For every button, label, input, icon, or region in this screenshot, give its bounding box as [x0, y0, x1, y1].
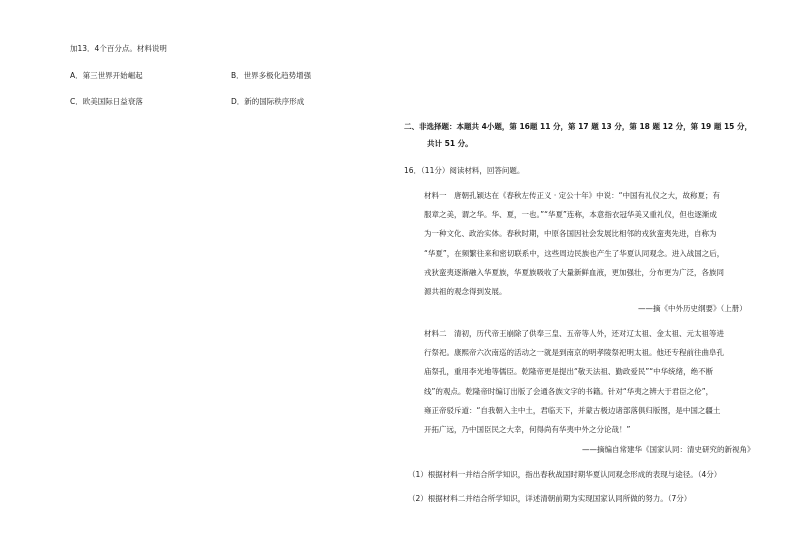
option-c: C．欧美国际日益衰落 [70, 97, 143, 106]
material-one-line: “华夏”，在频繁往来和密切联系中，这些周边民族也产生了华夏认同观念。进入战国之后， [424, 248, 725, 258]
material-two-line: 材料二 清初，历代帝王崩除了供奉三皇、五帝等人外，还对辽太祖、金太祖、元太祖等进 [424, 329, 724, 338]
material-one-line: 材料一 唐朝孔颖达在《春秋左传正义 · 定公十年》中说：“中国有礼仪之大，故称夏；有 [424, 191, 721, 200]
sub-question-1: （1）根据材料一并结合所学知识，指出春秋战国时期华夏认同观念形成的表现与途径。（4分） [408, 470, 722, 479]
material-two-line: 行祭祀。康熙帝六次南巡的活动之一就是到南京的明孝陵祭祀明太祖。他还专程前往曲阜孔 [424, 348, 724, 358]
material-two-source: ——摘编自常建华《国家认同：清史研究的新视角》 [582, 445, 755, 454]
material-two [424, 324, 724, 439]
section-heading-line2: 共计 51 分。 [427, 139, 473, 148]
option-d: D．新的国际秩序形成 [231, 97, 305, 106]
material-one-line: 为一种文化、政治实体。春秋时期，中原各国因社会发展比相邻的戎狄蛮夷先进，自称为 [424, 229, 717, 239]
material-one [424, 186, 724, 301]
sub-question-2: （2）根据材料二并结合所学知识，详述清朝前期为实现国家认同所做的努力。（7分） [408, 494, 692, 503]
material-one-line: 源共祖的观念得到发展。 [424, 286, 507, 296]
material-two-line: 线”的观点。乾隆帝时编订出版了会通各族文字的书籍。针对“华夷之辨大于君臣之伦”， [424, 386, 714, 396]
section-heading-line1: 二、非选择题：本题共 4小题，第 16题 11 分，第 17 题 13 分，第 18 题 12 分，第 19 题 15 分， [404, 122, 752, 131]
material-one-line: 戎狄蛮夷逐渐融入华夏族，华夏族吸收了大量新鲜血液，更加强壮，分布更为广泛，各族同 [424, 267, 724, 277]
material-two-line: 庙祭孔，重用李光地等儒臣。乾隆帝更是提出“敬天法祖、勤政爱民”“中华统绪，绝不断 [424, 367, 714, 377]
question-16-intro: 16．（11分）阅读材料，回答问题。 [404, 166, 525, 175]
option-a: A．第三世界开始崛起 [70, 71, 143, 80]
material-two-line: 开拓广远，乃中国臣民之大幸，何得尚有华夷中外之分论哉！” [424, 424, 631, 434]
question-stem-tail: 加13．4个百分点。材料说明 [70, 44, 167, 53]
material-one-line: 服章之美，谓之华。华、夏，一也。”“华夏”连称，本意指衣冠华美又重礼仪，但也逐渐成 [424, 210, 717, 220]
option-b: B．世界多极化趋势增强 [231, 71, 312, 80]
material-one-source: ——摘《中外历史纲要》（上册） [638, 304, 747, 313]
material-two-line: 雍正帝驳斥道：“自我朝入主中土，君临天下，并蒙古极边诸部落俱归版图，是中国之疆土 [424, 405, 721, 415]
